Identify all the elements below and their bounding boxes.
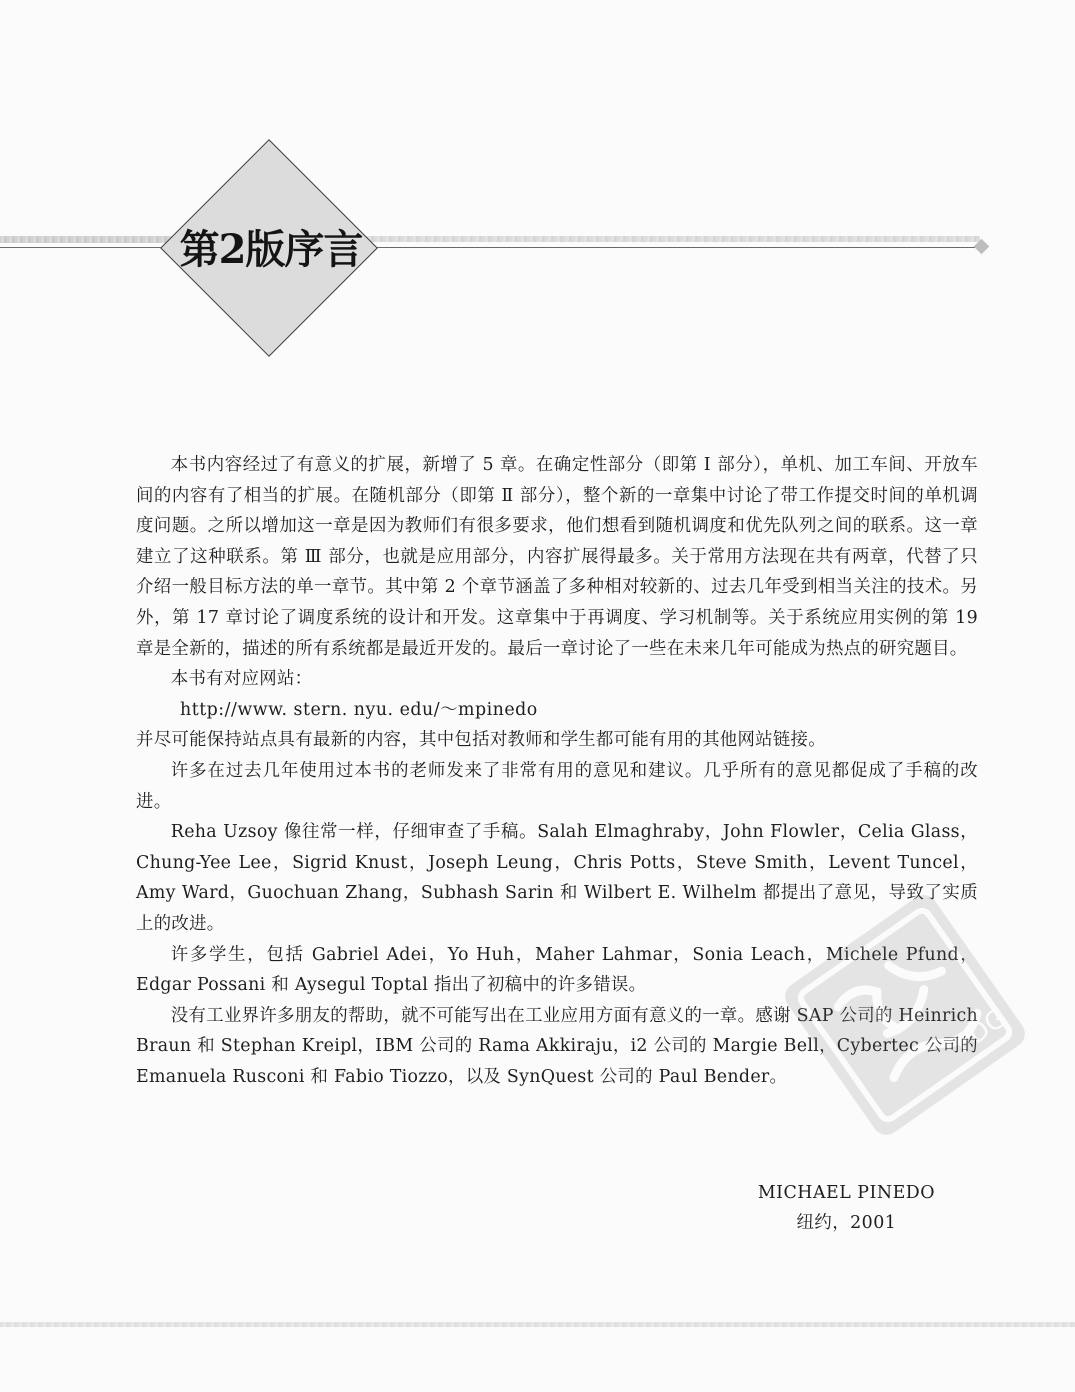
signature-place-date: 纽约，2001 [796,1213,897,1233]
paragraph-site-content: 并尽可能保持站点具有最新的内容，其中包括对教师和学生都可能有用的其他网站链接。 [136,730,826,751]
paragraph-students: 许多学生，包括 Gabriel Adei，Yo Huh，Maher Lahmar，Sonia Leach，Michele Pfund，Edgar Possani 和 Aysegul Toptal 指出了初稿中的许多错误。 [136,944,978,996]
paragraph-teachers: 许多在过去几年使用过本书的老师发来了非常有用的意见和建议。几乎所有的意见都促成了手稿的改进。 [136,760,978,812]
paragraph-industry: 没有工业界许多朋友的帮助，就不可能写出在工业应用方面有意义的一章。感谢 SAP 公司的 Heinrich Braun 和 Stephan Kreipl，IBM 公司的 Rama Akkiraju，i2 公司的 Margie Bell，Cybertec 公司的 Emanuela Rusconi 和 Fabio Tiozzo，以及 SynQuest 公司的 Paul Bender。 [136,1005,978,1087]
website-url: http://www. stern. nyu. edu/～mpinedo [180,699,538,720]
signature-block [758,1178,935,1238]
author-name: MICHAEL PINEDO [757,1183,935,1203]
paragraph-reviewers: Reha Uzsoy 像往常一样，仔细审查了手稿。Salah Elmaghraby，John Flowler，Celia Glass，Chung-Yee Lee，Sigrid Knust，Joseph Leung，Chris Potts，Steve Smith，Levent Tuncel，Amy Ward，Guochuan Zhang，Subhash Sarin 和 Wilbert E. Wilhelm 都提出了意见，导致了实质上的改进。 [136,822,978,934]
watermark-seal-icon [760,870,1050,1160]
footer-rule-band [0,1322,1075,1327]
paragraph-website: 本书有对应网站： [170,669,313,690]
watermark-label: PDG [949,1003,1013,1060]
header-rule-band-right [330,236,980,242]
paragraph-intro: 本书内容经过了有意义的扩展，新增了 5 章。在确定性部分（即第 Ⅰ 部分），单机、加工车间、开放车间的内容有了相当的扩展。在随机部分（即第 Ⅱ 部分），整个新的一章集中讨论了带工作提交时间的单机调度问题。之所以增加这一章是因为教师们有很多要求，他们想看到随机调度和优先队列之间的联系。这一章建立了这种联系。第 Ⅲ 部分，也就是应用部分，内容扩展得最多。关于常用方法现在共有两章，代替了只介绍一般目标方法的单一章节。其中第 2 个章节涵盖了多种相对较新的、过去几年受到相当关注的技术。另外，第 17 章讨论了调度系统的设计和开发。这章集中于再调度、学习机制等。关于系统应用实例的第 19 章是全新的，描述的所有系统都是最近开发的。最后一章讨论了一些在未来几年可能成为热点的研究题目。 [136,455,978,659]
page-title: 第2版序言 [179,226,363,273]
